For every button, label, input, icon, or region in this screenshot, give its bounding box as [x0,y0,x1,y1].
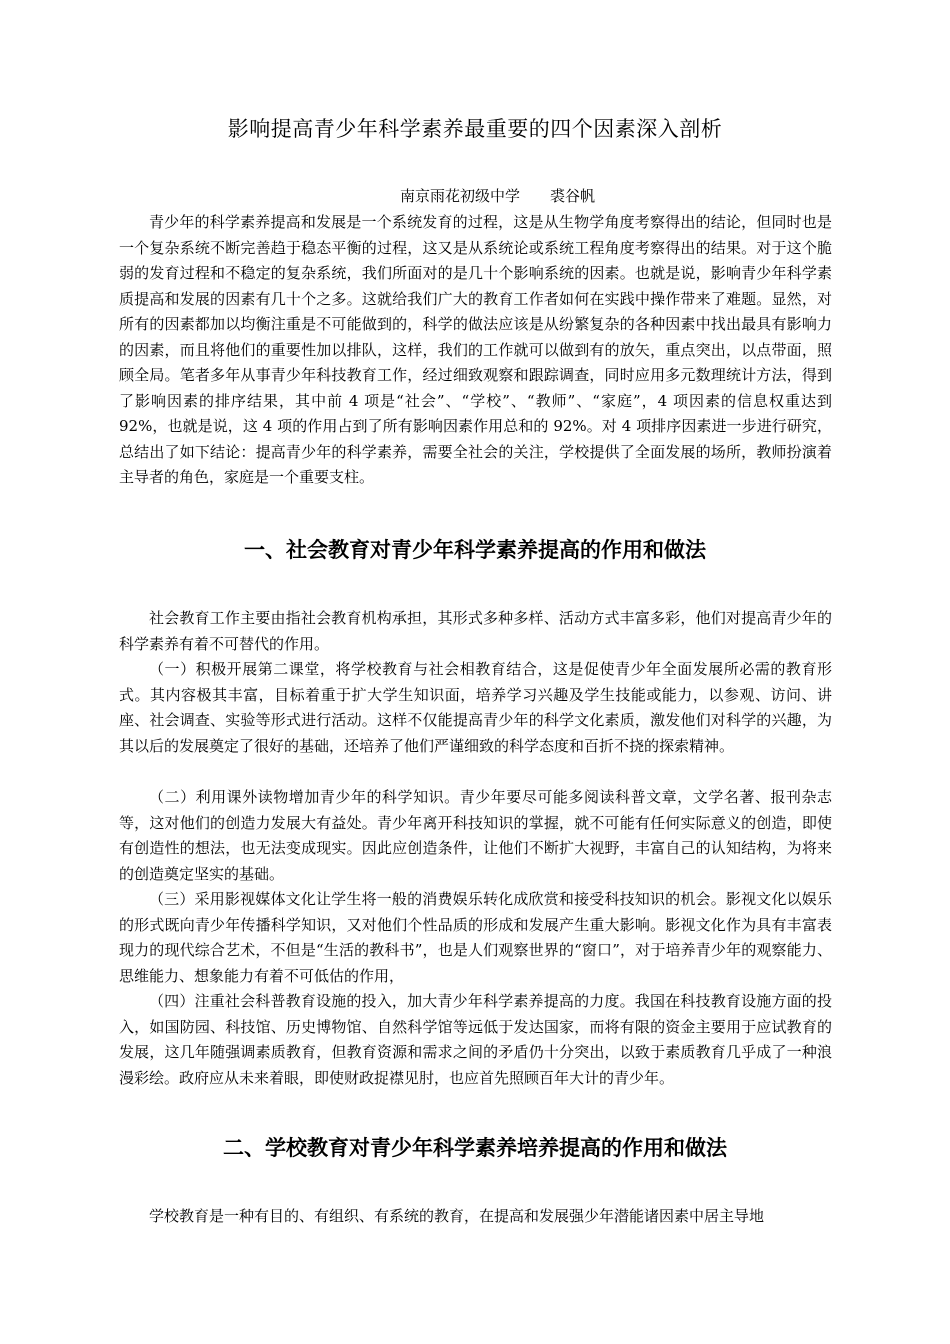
section1-item-2: （二）利用课外读物增加青少年的科学知识。青少年要尽可能多阅读科普文章，文学名著、报刊杂志等，这对他们的创造力发展大有益处。青少年离开科技知识的掌握，就不可能有任何实际意义的创造，即使有创造性的想法，也无法变成现实。因此应创造条件，让他们不断扩大视野，丰富自己的认知结构，为将来的创造奠定坚实的基础。 [119,788,832,883]
page-title: 影响提高青少年科学素养最重要的四个因素深入剖析 [227,117,723,141]
section1-item-3: （三）采用影视媒体文化让学生将一般的消费娱乐转化成欣赏和接受科技知识的机会。影视文化以娱乐的形式既向青少年传播科学知识，又对他们个性品质的形成和发展产生重大影响。影视文化作为具有丰富表现力的现代综合艺术，不但是“生活的教科书”，也是人们观察世界的“窗口”，对于培养青少年的观察能力、思维能力、想象能力有着不可低估的作用， [119,890,832,985]
section-heading-1: 一、社会教育对青少年科学素养提高的作用和做法 [244,538,706,562]
section1-intro-paragraph: 社会教育工作主要由指社会教育机构承担，其形式多种多样、活动方式丰富多彩，他们对提高青少年的科学素养有着不可替代的作用。 [119,609,832,653]
section1-item-1: （一）积极开展第二课堂，将学校教育与社会相教育结合，这是促使青少年全面发展所必需的教育形式。其内容极其丰富，目标着重于扩大学生知识面，培养学习兴趣及学生技能或能力，以参观、访问、讲座、社会调查、实验等形式进行活动。这样不仅能提高青少年的科学文化素质，激发他们对科学的兴趣，为其以后的发展奠定了很好的基础，还培养了他们严谨细致的科学态度和百折不挠的探索精神。 [119,660,832,755]
section1-item-4: （四）注重社会科普教育设施的投入，加大青少年科学素养提高的力度。我国在科技教育设施方面的投入，如国防园、科技馆、历史博物馆、自然科学馆等远低于发达国家，而将有限的资金主要用于应试教育的发展，这几年随强调素质教育，但教育资源和需求之间的矛盾仍十分突出，以致于素质教育几乎成了一种浪漫彩绘。政府应从未来着眼，即使财政捉襟见肘，也应首先照顾百年大计的青少年。 [119,992,832,1087]
intro-paragraph: 青少年的科学素养提高和发展是一个系统发育的过程，这是从生物学角度考察得出的结论，但同时也是一个复杂系统不断完善趋于稳态平衡的过程，这又是从系统论或系统工程角度考察得出的结果。对于这个脆弱的发育过程和不稳定的复杂系统，我们所面对的是几十个影响系统的因素。也就是说，影响青少年科学素质提高和发展的因素有几十个之多。这就给我们广大的教育工作者如何在实践中操作带来了难题。显然，对所有的因素都加以均衡注重是不可能做到的，科学的做法应该是从纷繁复杂的各种因素中找出最具有影响力的因素，而且将他们的重要性加以排队，这样，我们的工作就可以做到有的放矢，重点突出，以点带面，照顾全局。笔者多年从事青少年科技教育工作，经过细致观察和跟踪调查，同时应用多元数理统计方法，得到了影响因素的排序结果，其中前 4 项是“社会”、“学校”、“教师”、“家庭”，4 项因素的信息权重达到 92%，也就是说，这 4 项的作用占到了所有影响因素作用总和的 92%。对 4 项排序因素进一步进行研究，总结出了如下结论：提高青少年的科学素养，需要全社会的关注，学校提供了全面发展的场所，教师扮演着主导者的角色，家庭是一个重要支柱。 [119,213,832,486]
author-line: 南京雨花初级中学 裘谷帆 [400,187,596,205]
section-heading-2: 二、学校教育对青少年科学素养培养提高的作用和做法 [223,1136,727,1160]
section2-intro-paragraph: 学校教育是一种有目的、有组织、有系统的教育，在提高和发展强少年潜能诸因素中居主导地 [149,1207,765,1225]
